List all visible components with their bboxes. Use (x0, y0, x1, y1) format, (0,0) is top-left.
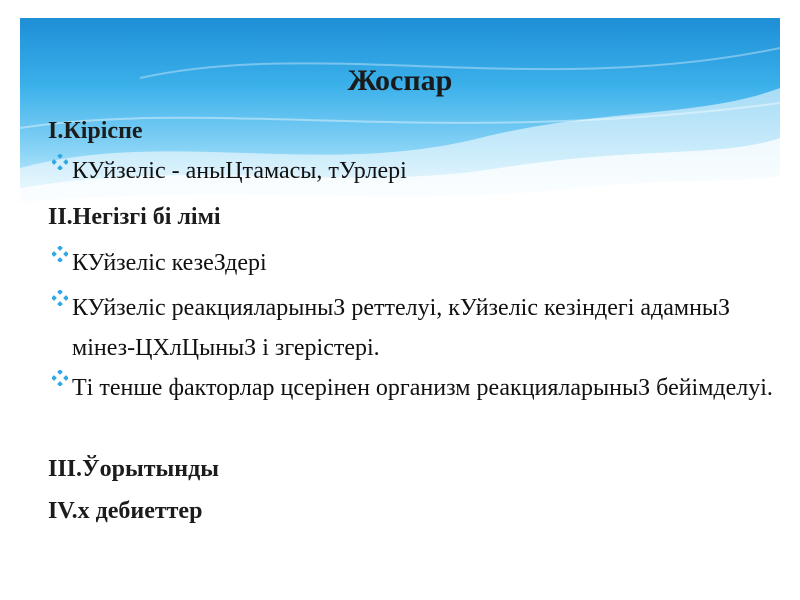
heading-introduction: I.Кіріспе (48, 118, 143, 144)
bullet-item (48, 244, 792, 282)
diamond-bullet-icon (52, 290, 68, 306)
bullet-text: Ті тенше факторлар цсерінен организм реакцияларыныЗ бейімделуі. (72, 375, 773, 401)
diamond-bullet-icon (52, 154, 68, 170)
bullet-text: КУйзеліс - аныЦтамасы, тУрлері (72, 158, 407, 184)
heading-references: IV.х дебиеттер (48, 498, 203, 524)
bullet-text: КУйзеліс кезеЗдері (72, 250, 267, 276)
slide-title: Жоспар (347, 64, 453, 97)
diamond-bullet-icon (52, 370, 68, 386)
bullet-item (48, 152, 792, 190)
bullet-item (48, 288, 792, 368)
diamond-bullet-icon (52, 246, 68, 262)
heading-main-part: II.Негізгі бі лімі (48, 204, 221, 230)
bullet-item (48, 368, 792, 408)
heading-conclusion: III.Ўорытынды (48, 456, 219, 482)
bullet-text: КУйзеліс реакцияларыныЗ реттелуі, кУйзеліс кезіндегі адамныЗ мінез-ЦХлЦыныЗ і згерістері. (72, 295, 731, 361)
